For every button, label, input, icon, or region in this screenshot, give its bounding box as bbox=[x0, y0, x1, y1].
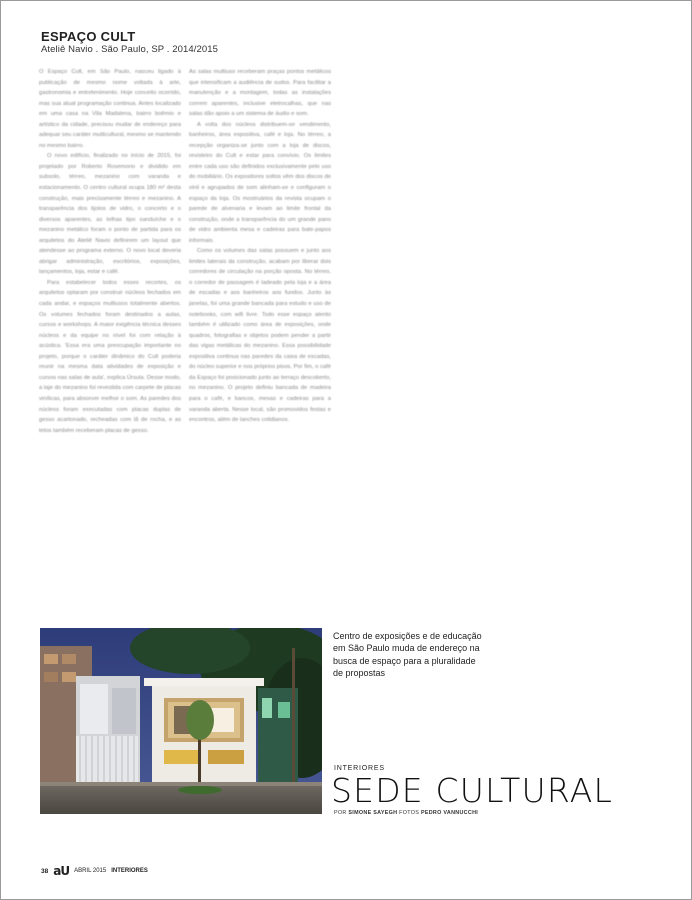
project-credits: Ateliê Navio . São Paulo, SP . 2014/2015 bbox=[41, 44, 219, 55]
page-footer bbox=[41, 865, 148, 877]
page-number: 38 bbox=[41, 867, 49, 875]
byline-author: SIMONE SAYEGH bbox=[348, 810, 398, 816]
body-column-1 bbox=[39, 67, 181, 436]
byline-photographer: PEDRO VANNUCCHI bbox=[420, 810, 479, 816]
issue-date: ABRIL 2015 bbox=[74, 868, 107, 874]
magazine-logo: aU bbox=[53, 864, 70, 878]
section-label: INTERIORES bbox=[334, 765, 385, 772]
building-photo bbox=[40, 628, 322, 814]
body-column-2 bbox=[189, 67, 331, 426]
photo-caption: Centro de exposições e de educação em São Paulo muda de endereço na busca de espaço para a pluralidade de propostas bbox=[333, 631, 482, 679]
body-paragraph: O Espaço Cult, em São Paulo, nasceu ligado à publicação de mesmo nome voltada à arte, gastronomia e entretenimento. Hoje conceito ocorrido, mas sua atual programação continua. Antes localizado em uma casa na Vila Madalena, bairro boêmio e artístico da cidade, precisou mudar de endereço para adequar seu caráter multicultural, mesmo se mantendo no mesmo bairro. bbox=[39, 69, 181, 149]
byline-prefix: POR bbox=[334, 810, 347, 816]
body-paragraph: Para estabelecer todos esses recortes, os arquitetos optaram por construir núcleos fechados em cada andar, e espaços multiusos totalmente abertos. Os volumes fechados foram destinados a aulas, cursos e workshops. A maior exigência técnica desses núcleos e da equipe no nível foi com relação à acústica. 'Essa era uma preocupação importante no projeto, porque o caráter dinâmico do Cult poderia reunir na mesma data atividades de exposição e cursos nas salas de aula', explica Úrsula. Desse modo, a laje do mezanino foi revestida com carpete de placas vinílicas, para absorver melhor o som. As paredes dos núcleos foram executadas com placas duplas de gesso acartonado, recheadas com lã de rocha, e as tetos também receberam placas de gesso. bbox=[39, 279, 181, 434]
footer-section: INTERIORES bbox=[111, 868, 148, 874]
byline bbox=[334, 810, 478, 816]
body-paragraph: O novo edifício, finalizado no início de 2015, foi projetado por Roberto Rosemorio e dividido em subsolo, térreo, mezanino com varanda e estacionamento. O centro cultural ocupa 180 m² desta construção, mais precisamente térreo e mezanino. A transparência dos tijolos de vidro, o concreto e o diversos aparentes, as telhas tipo sanduíche e o mezanino metálico foram o ponto de partida para os arquitetos do Ateliê Navio definirem um layout que atendesse ao programa externo. O novo local deveria abrigar administração, escritórios, exposições, lançamentos, loja, estar e café. bbox=[39, 153, 181, 276]
body-paragraph: A volta dos núcleos distribuem-se vendimento, banheiros, área expositiva, café e loja. No térreo, a recepção organiza-se junto com a loja de discos, revisteiro do Cult e estar para convívio. Os limites entre cada uso são definidos exclusivamente pelo uso do mobiliário. Os expositores soltos vêm dos discos de vinil e agrupados de som alinham-se e configuram o espaço da loja. Os mostruários da revista ocupam o parede de alvenaria e levam ao limite frontal da construção, onde a transparência do um grande pano de vidro ambienta mesa e cadeiras para bate-papos informais. bbox=[189, 121, 331, 244]
article-headline: SEDE CULTURAL bbox=[331, 771, 614, 810]
body-paragraph: Como os volumes das salas possuem e junto aos limites laterais da construção, acabam por liberar dois corredores de circulação na porção oposta. No térreo, o corredor de passagem é ladeado pela loja e a área de escadas e aos banheiros aos fundos. Junto às janelas, foi uma grande bancada para estudo e uso de notebooks, com wifi livre. Todo esse espaço atento também é utilizado como área de exposições, onde quadros, fotografias e objetos podem pender a partir das vigas metálicas do mezanino. Essa possibilidade expositiva continua nas paredes da caixa de escadas, do núcleo superior e nos próprios pisos. Por fim, o café da Espaço foi posicionado junto ao terraço descoberto, no mezanino. O projeto definiu bancada de madeira para o café, e bancos, mesas e cadeiras para a varanda aberta. Nesse local, são promovidos festas e encontros, além de lanches cotidianos. bbox=[189, 248, 331, 424]
byline-photos-prefix: FOTOS bbox=[399, 810, 420, 816]
body-paragraph: As salas multiuso receberam praças pontos metálicos que intensificam a audiência de sudos. Para facilitar a manutenção e a montagem, todas as instalações correm aparentes, inclusive eletrocalhas, que nas salas dão apoio a um sistema de áudio e som. bbox=[189, 69, 331, 118]
project-title: ESPAÇO CULT bbox=[41, 29, 136, 44]
